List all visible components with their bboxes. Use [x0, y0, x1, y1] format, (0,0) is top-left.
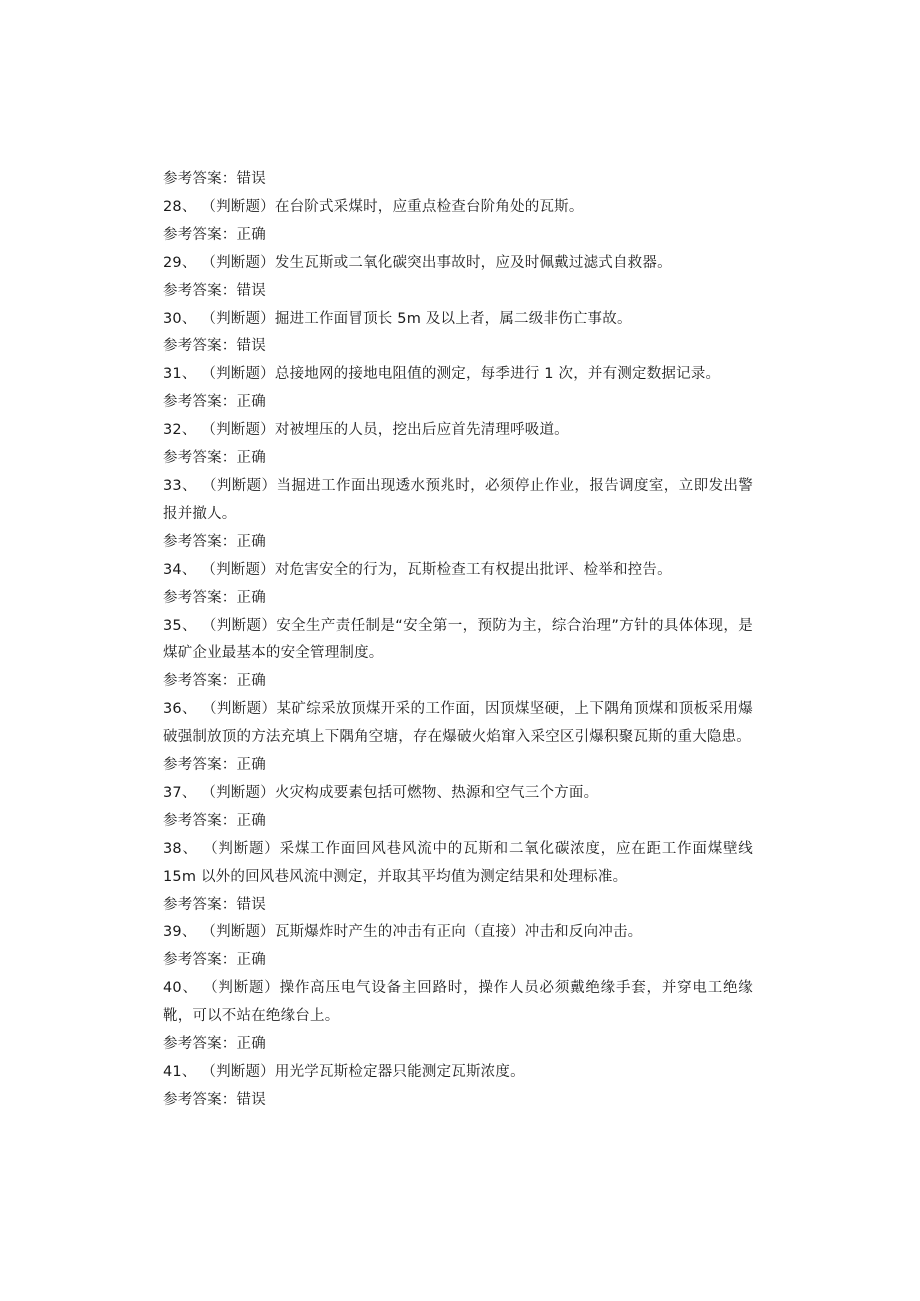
answer-line	[163, 222, 753, 250]
question-type: （判断题）	[201, 310, 275, 327]
question-number: 36	[163, 701, 182, 718]
answer-label: 参考答案：	[163, 171, 237, 187]
question-text: 当掘进工作面出现透水预兆时，必须停止作业，报告调度室，立即发出警报并撤人。	[163, 477, 754, 522]
question-type: （判断题）	[201, 924, 275, 941]
answer-line	[163, 668, 753, 696]
question-type: （判断题）	[201, 254, 275, 271]
answer-line	[163, 947, 753, 975]
answer-value: 错误	[236, 896, 266, 913]
answer-label: 参考答案：	[163, 812, 237, 829]
answer-label: 参考答案：	[163, 952, 237, 969]
answer-value: 正确	[236, 1036, 266, 1053]
answer-label: 参考答案：	[163, 394, 237, 411]
question-text: 发生瓦斯或二氧化碳突出事故时，应及时佩戴过滤式自救器。	[274, 254, 672, 271]
question-number: 29	[163, 254, 182, 271]
question-item: 38、 （判断题）采煤工作面回风巷风流中的瓦斯和二氧化碳浓度，应在距工作面煤壁线 15m 以外的回风巷风流中测定，并取其平均值为测定结果和处理标准。	[163, 840, 753, 885]
question-text: 瓦斯爆炸时产生的冲击有正向（直接）冲击和反向冲击。	[274, 924, 643, 941]
question-item: 30、 （判断题）掘进工作面冒顶长 5m 及以上者，属二级非伤亡事故。	[163, 310, 632, 327]
answer-line	[163, 892, 753, 920]
question-item: 34、 （判断题）对危害安全的行为，瓦斯检查工有权提出批评、检举和控告。	[163, 561, 672, 578]
answer-label: 参考答案：	[163, 338, 237, 355]
question-number: 28	[163, 198, 182, 215]
question-list	[163, 194, 753, 1115]
question-number: 30	[163, 310, 182, 327]
question-item: 31、 （判断题）总接地网的接地电阻值的测定，每季进行 1 次，并有测定数据记录。	[163, 366, 721, 383]
answer-value: 正确	[236, 952, 266, 969]
answer-value: 正确	[236, 812, 266, 829]
answer-line	[163, 333, 753, 361]
answer-line	[163, 445, 753, 473]
question-type: （判断题）	[201, 477, 277, 494]
answer-label: 参考答案：	[163, 1091, 237, 1108]
question-type: （判断题）	[203, 980, 280, 997]
answer-line	[163, 585, 753, 613]
question-item: 32、 （判断题）对被埋压的人员，挖出后应首先清理呼吸道。	[163, 422, 569, 439]
answer-value: 正确	[236, 757, 266, 774]
answer-value: 正确	[236, 450, 266, 467]
question-type: （判断题）	[201, 422, 275, 439]
answer-line	[163, 1087, 753, 1115]
question-text: 火灾构成要素包括可燃物、热源和空气三个方面。	[274, 784, 599, 801]
answer-line	[163, 808, 753, 836]
question-type: （判断题）	[201, 617, 277, 634]
question-text: 总接地网的接地电阻值的测定，每季进行 1 次，并有测定数据记录。	[274, 366, 721, 383]
question-number: 37	[163, 784, 182, 801]
answer-value: 错误	[236, 171, 266, 187]
question-item: 28、 （判断题）在台阶式采煤时，应重点检查台阶角处的瓦斯。	[163, 198, 584, 215]
answer-label: 参考答案：	[163, 533, 237, 550]
question-type: （判断题）	[201, 1064, 275, 1080]
question-text: 操作高压电气设备主回路时，操作人员必须戴绝缘手套，并穿电工绝缘靴，可以不站在绝缘台上。	[163, 980, 753, 1025]
question-number: 39	[163, 924, 182, 941]
question-item: 39、 （判断题）瓦斯爆炸时产生的冲击有正向（直接）冲击和反向冲击。	[163, 924, 643, 941]
question-type: （判断题）	[201, 561, 275, 578]
question-number: 38	[163, 840, 182, 857]
answer-label: 参考答案：	[163, 896, 237, 913]
question-type: （判断题）	[203, 840, 280, 857]
question-item: 29、 （判断题）发生瓦斯或二氧化碳突出事故时，应及时佩戴过滤式自救器。	[163, 254, 672, 271]
answer-line	[163, 389, 753, 417]
question-number: 33	[163, 477, 182, 494]
question-number: 31	[163, 366, 182, 383]
question-text: 采煤工作面回风巷风流中的瓦斯和二氧化碳浓度，应在距工作面煤壁线 15m 以外的回风巷风流中测定，并取其平均值为测定结果和处理标准。	[163, 840, 753, 885]
answer-label: 参考答案：	[163, 450, 237, 467]
question-item: 36、 （判断题）某矿综采放顶煤开采的工作面，因顶煤坚硬，上下隅角顶煤和顶板采用爆破强制放顶的方法充填上下隅角空塘，存在爆破火焰窜入采空区引爆积聚瓦斯的重大隐患。	[163, 701, 754, 746]
question-text: 掘进工作面冒顶长 5m 及以上者，属二级非伤亡事故。	[274, 310, 632, 327]
question-number: 32	[163, 422, 182, 439]
answer-value: 正确	[236, 589, 266, 606]
answer-label: 参考答案：	[163, 589, 237, 606]
question-text: 对危害安全的行为，瓦斯检查工有权提出批评、检举和控告。	[274, 561, 672, 578]
question-type: （判断题）	[201, 198, 275, 215]
answer-line	[163, 752, 753, 780]
question-number: 35	[163, 617, 182, 634]
question-type: （判断题）	[201, 784, 275, 801]
answer-value: 错误	[236, 282, 266, 299]
question-item: 40、 （判断题）操作高压电气设备主回路时，操作人员必须戴绝缘手套，并穿电工绝缘靴，可以不站在绝缘台上。	[163, 980, 753, 1025]
answer-value: 正确	[236, 226, 266, 243]
question-number: 41	[163, 1064, 182, 1080]
question-item: 41、 （判断题）用光学瓦斯检定器只能测定瓦斯浓度。	[163, 1064, 525, 1080]
answer-label: 参考答案：	[163, 673, 237, 690]
question-text: 安全生产责任制是“安全第一，预防为主，综合治理”方针的具体体现，是煤矿企业最基本的安全管理制度。	[163, 617, 754, 662]
question-type: （判断题）	[201, 701, 277, 718]
question-text: 对被埋压的人员，挖出后应首先清理呼吸道。	[274, 422, 569, 439]
answer-value: 正确	[236, 533, 266, 550]
answer-line	[163, 166, 753, 194]
question-number: 40	[163, 980, 182, 997]
answer-label: 参考答案：	[163, 1036, 237, 1053]
answer-line	[163, 529, 753, 557]
answer-value: 错误	[236, 338, 266, 355]
answer-value: 正确	[236, 673, 266, 690]
question-item: 35、 （判断题）安全生产责任制是“安全第一，预防为主，综合治理”方针的具体体现，是煤矿企业最基本的安全管理制度。	[163, 617, 754, 662]
question-number: 34	[163, 561, 182, 578]
answer-label: 参考答案：	[163, 757, 237, 774]
question-type: （判断题）	[201, 366, 275, 383]
question-text: 用光学瓦斯检定器只能测定瓦斯浓度。	[274, 1064, 525, 1080]
answer-label: 参考答案：	[163, 282, 237, 299]
answer-label: 参考答案：	[163, 226, 237, 243]
question-item: 33、 （判断题）当掘进工作面出现透水预兆时，必须停止作业，报告调度室，立即发出警报并撤人。	[163, 477, 754, 522]
answer-value: 错误	[236, 1091, 266, 1108]
question-text: 某矿综采放顶煤开采的工作面，因顶煤坚硬，上下隅角顶煤和顶板采用爆破强制放顶的方法充填上下隅角空塘，存在爆破火焰窜入采空区引爆积聚瓦斯的重大隐患。	[163, 701, 754, 746]
document-body	[163, 166, 753, 1115]
answer-value: 正确	[236, 394, 266, 411]
answer-line	[163, 278, 753, 306]
question-text: 在台阶式采煤时，应重点检查台阶角处的瓦斯。	[274, 198, 584, 215]
answer-line	[163, 1031, 753, 1059]
question-item: 37、 （判断题）火灾构成要素包括可燃物、热源和空气三个方面。	[163, 784, 599, 801]
